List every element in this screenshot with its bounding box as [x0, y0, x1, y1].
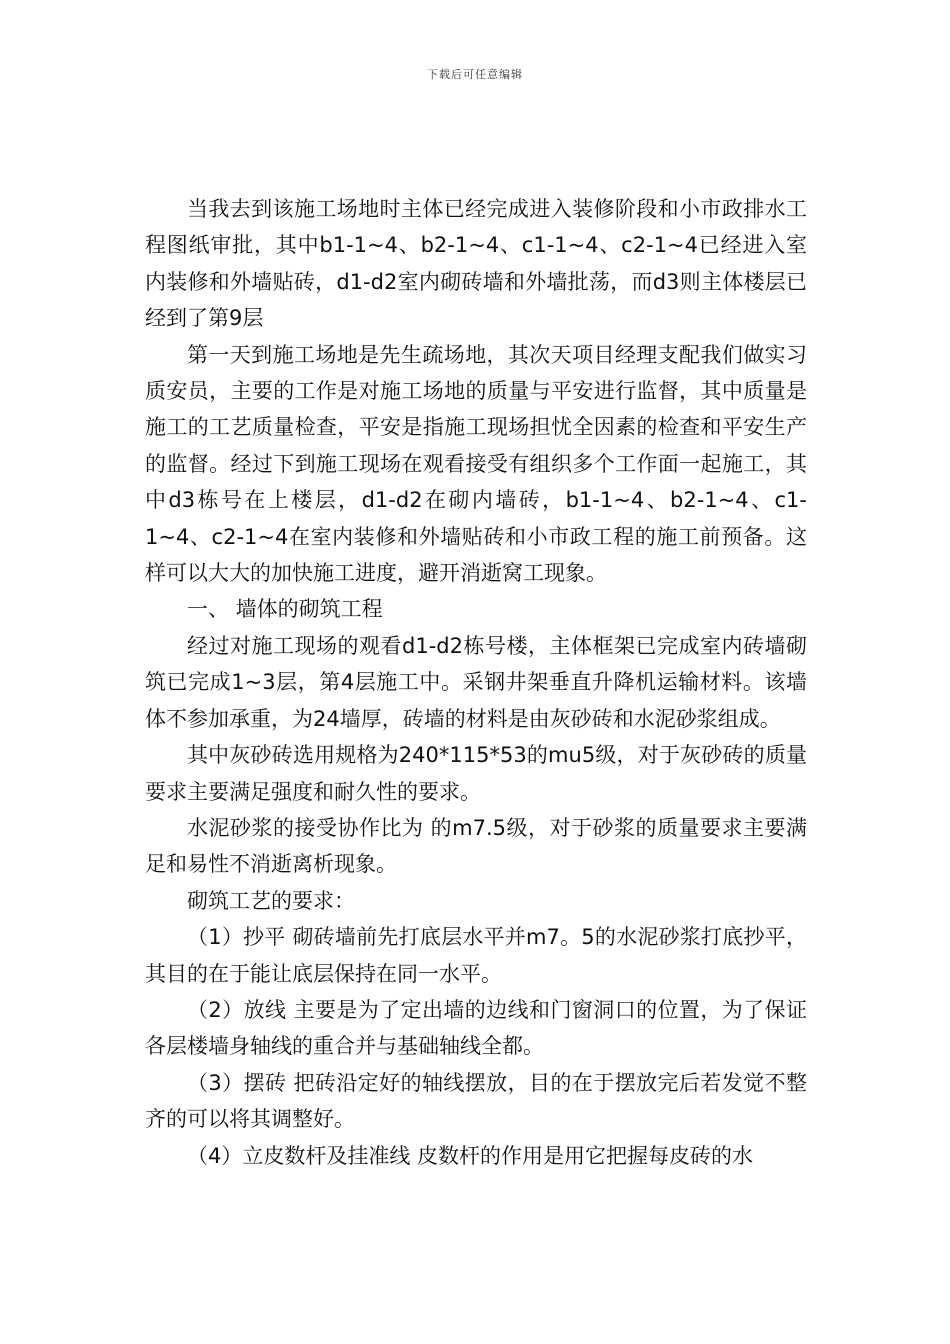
header-note: 下载后可任意编辑 [427, 68, 523, 81]
paragraph-6: 砌筑工艺的要求： [187, 888, 355, 913]
list-item-4: （4）立皮数杆及挂准线 皮数杆的作用是用它把握每皮砖的水 [187, 1143, 754, 1168]
paragraph-5: 水泥砂浆的接受协作比为 的m7.5级，对于砂浆的质量要求主要满足和易性不消逝离析现象。 [145, 815, 807, 877]
section-heading-1: 一、 墙体的砌筑工程 [187, 597, 383, 622]
paragraph-1: 当我去到该施工场地时主体已经完成进入装修阶段和小市政排水工程图纸审批，其中b1-1~4、b2-1~4、c1-1~4、c2-1~4已经进入室内装修和外墙贴砖，d1-d2室内砌砖墙和外墙批荡，而d3则主体楼层已经到了第9层 [145, 197, 807, 331]
list-item-1: （1）抄平 砌砖墙前先打底层水平并m7。5的水泥砂浆打底抄平，其目的在于能让底层保持在同一水平。 [145, 925, 807, 986]
paragraph-2: 第一天到施工场地是先生疏场地，其次天项目经理支配我们做实习 质安员，主要的工作是对施工场地的质量与平安进行监督，其中质量是施工的工艺质量检查，平安是指施工现场担忧全因素的检查和平安生产的监督。经过下到施工现场在观看接受有组织多个工作面一起施工，其中d3栋号在上楼层，d1-d2在砌内墙砖，b1-1~4、b2-1~4、c1-1~4、c2-1~4在室内装修和外墙贴砖和小市政工程的施工前预备。这样可以大大的加快施工进度，避开消逝窝工现象。 [145, 342, 807, 586]
paragraph-3: 经过对施工现场的观看d1-d2栋号楼，主体框架已完成室内砖墙砌筑已完成1~3层，第4层施工中。采钢井架垂直升降机运输材料。该墙体不参加承重，为24墙厚，砖墙的材料是由灰砂砖和水泥砂浆组成。 [145, 633, 807, 731]
paragraph-4: 其中灰砂砖选用规格为240*115*53的mu5级，对于灰砂砖的质量要求主要满足强度和耐久性的要求。 [145, 743, 807, 804]
body-text [145, 191, 807, 1174]
list-item-3: （3）摆砖 把砖沿定好的轴线摆放，目的在于摆放完后若发觉不整齐的可以将其调整好。 [145, 1070, 807, 1132]
list-item-2: （2）放线 主要是为了定出墙的边线和门窗洞口的位置，为了保证各层楼墙身轴线的重合并与基础轴线全都。 [145, 997, 807, 1059]
